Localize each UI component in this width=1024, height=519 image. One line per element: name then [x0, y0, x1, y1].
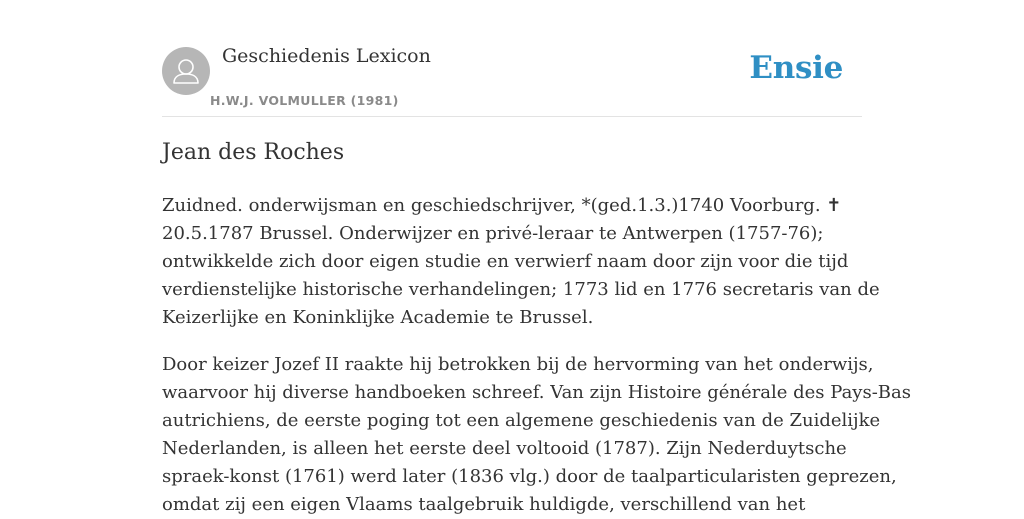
- paragraph-line: Zuidned. onderwijsman en geschiedschrijver, *(ged.1.3.)1740 Voorburg. ✝: [162, 195, 842, 216]
- paragraph-2: [162, 351, 911, 519]
- user-avatar-icon[interactable]: [162, 47, 210, 95]
- source-header: [162, 0, 862, 117]
- source-title-link[interactable]: Geschiedenis Lexicon: [222, 45, 431, 67]
- paragraph-line: verdienstelijke historische verhandelingen; 1773 lid en 1776 secretaris van de: [162, 279, 880, 300]
- paragraph-line: Keizerlijke en Koninklijke Academie te Brussel.: [162, 307, 594, 328]
- paragraph-line: omdat zij een eigen Vlaams taalgebruik huldigde, verschillend van het: [162, 494, 806, 515]
- paragraph-1: [162, 192, 880, 332]
- paragraph-line: Nederlanden, is alleen het eerste deel voltooid (1787). Zijn Nederduytsche: [162, 438, 847, 459]
- paragraph-line: 20.5.1787 Brussel. Onderwijzer en privé-leraar te Antwerpen (1757-76);: [162, 223, 824, 244]
- paragraph-line: autrichiens, de eerste poging tot een algemene geschiedenis van de Zuidelijke: [162, 410, 881, 431]
- article-page: [162, 0, 911, 515]
- paragraph-line: waarvoor hij diverse handboeken schreef. Van zijn Histoire générale des Pays-Bas: [162, 382, 911, 403]
- source-author: H.W.J. VOLMULLER (1981): [210, 93, 399, 108]
- paragraph-line: Door keizer Jozef II raakte hij betrokken bij de hervorming van het onderwijs,: [162, 354, 874, 375]
- entry-title: Jean des Roches: [162, 140, 345, 165]
- ensie-logo[interactable]: Ensie: [749, 50, 843, 86]
- paragraph-line: spraek-konst (1761) werd later (1836 vlg.) door de taalparticularisten geprezen,: [162, 466, 897, 487]
- paragraph-line: ontwikkelde zich door eigen studie en verwierf naam door zijn voor die tijd: [162, 251, 849, 272]
